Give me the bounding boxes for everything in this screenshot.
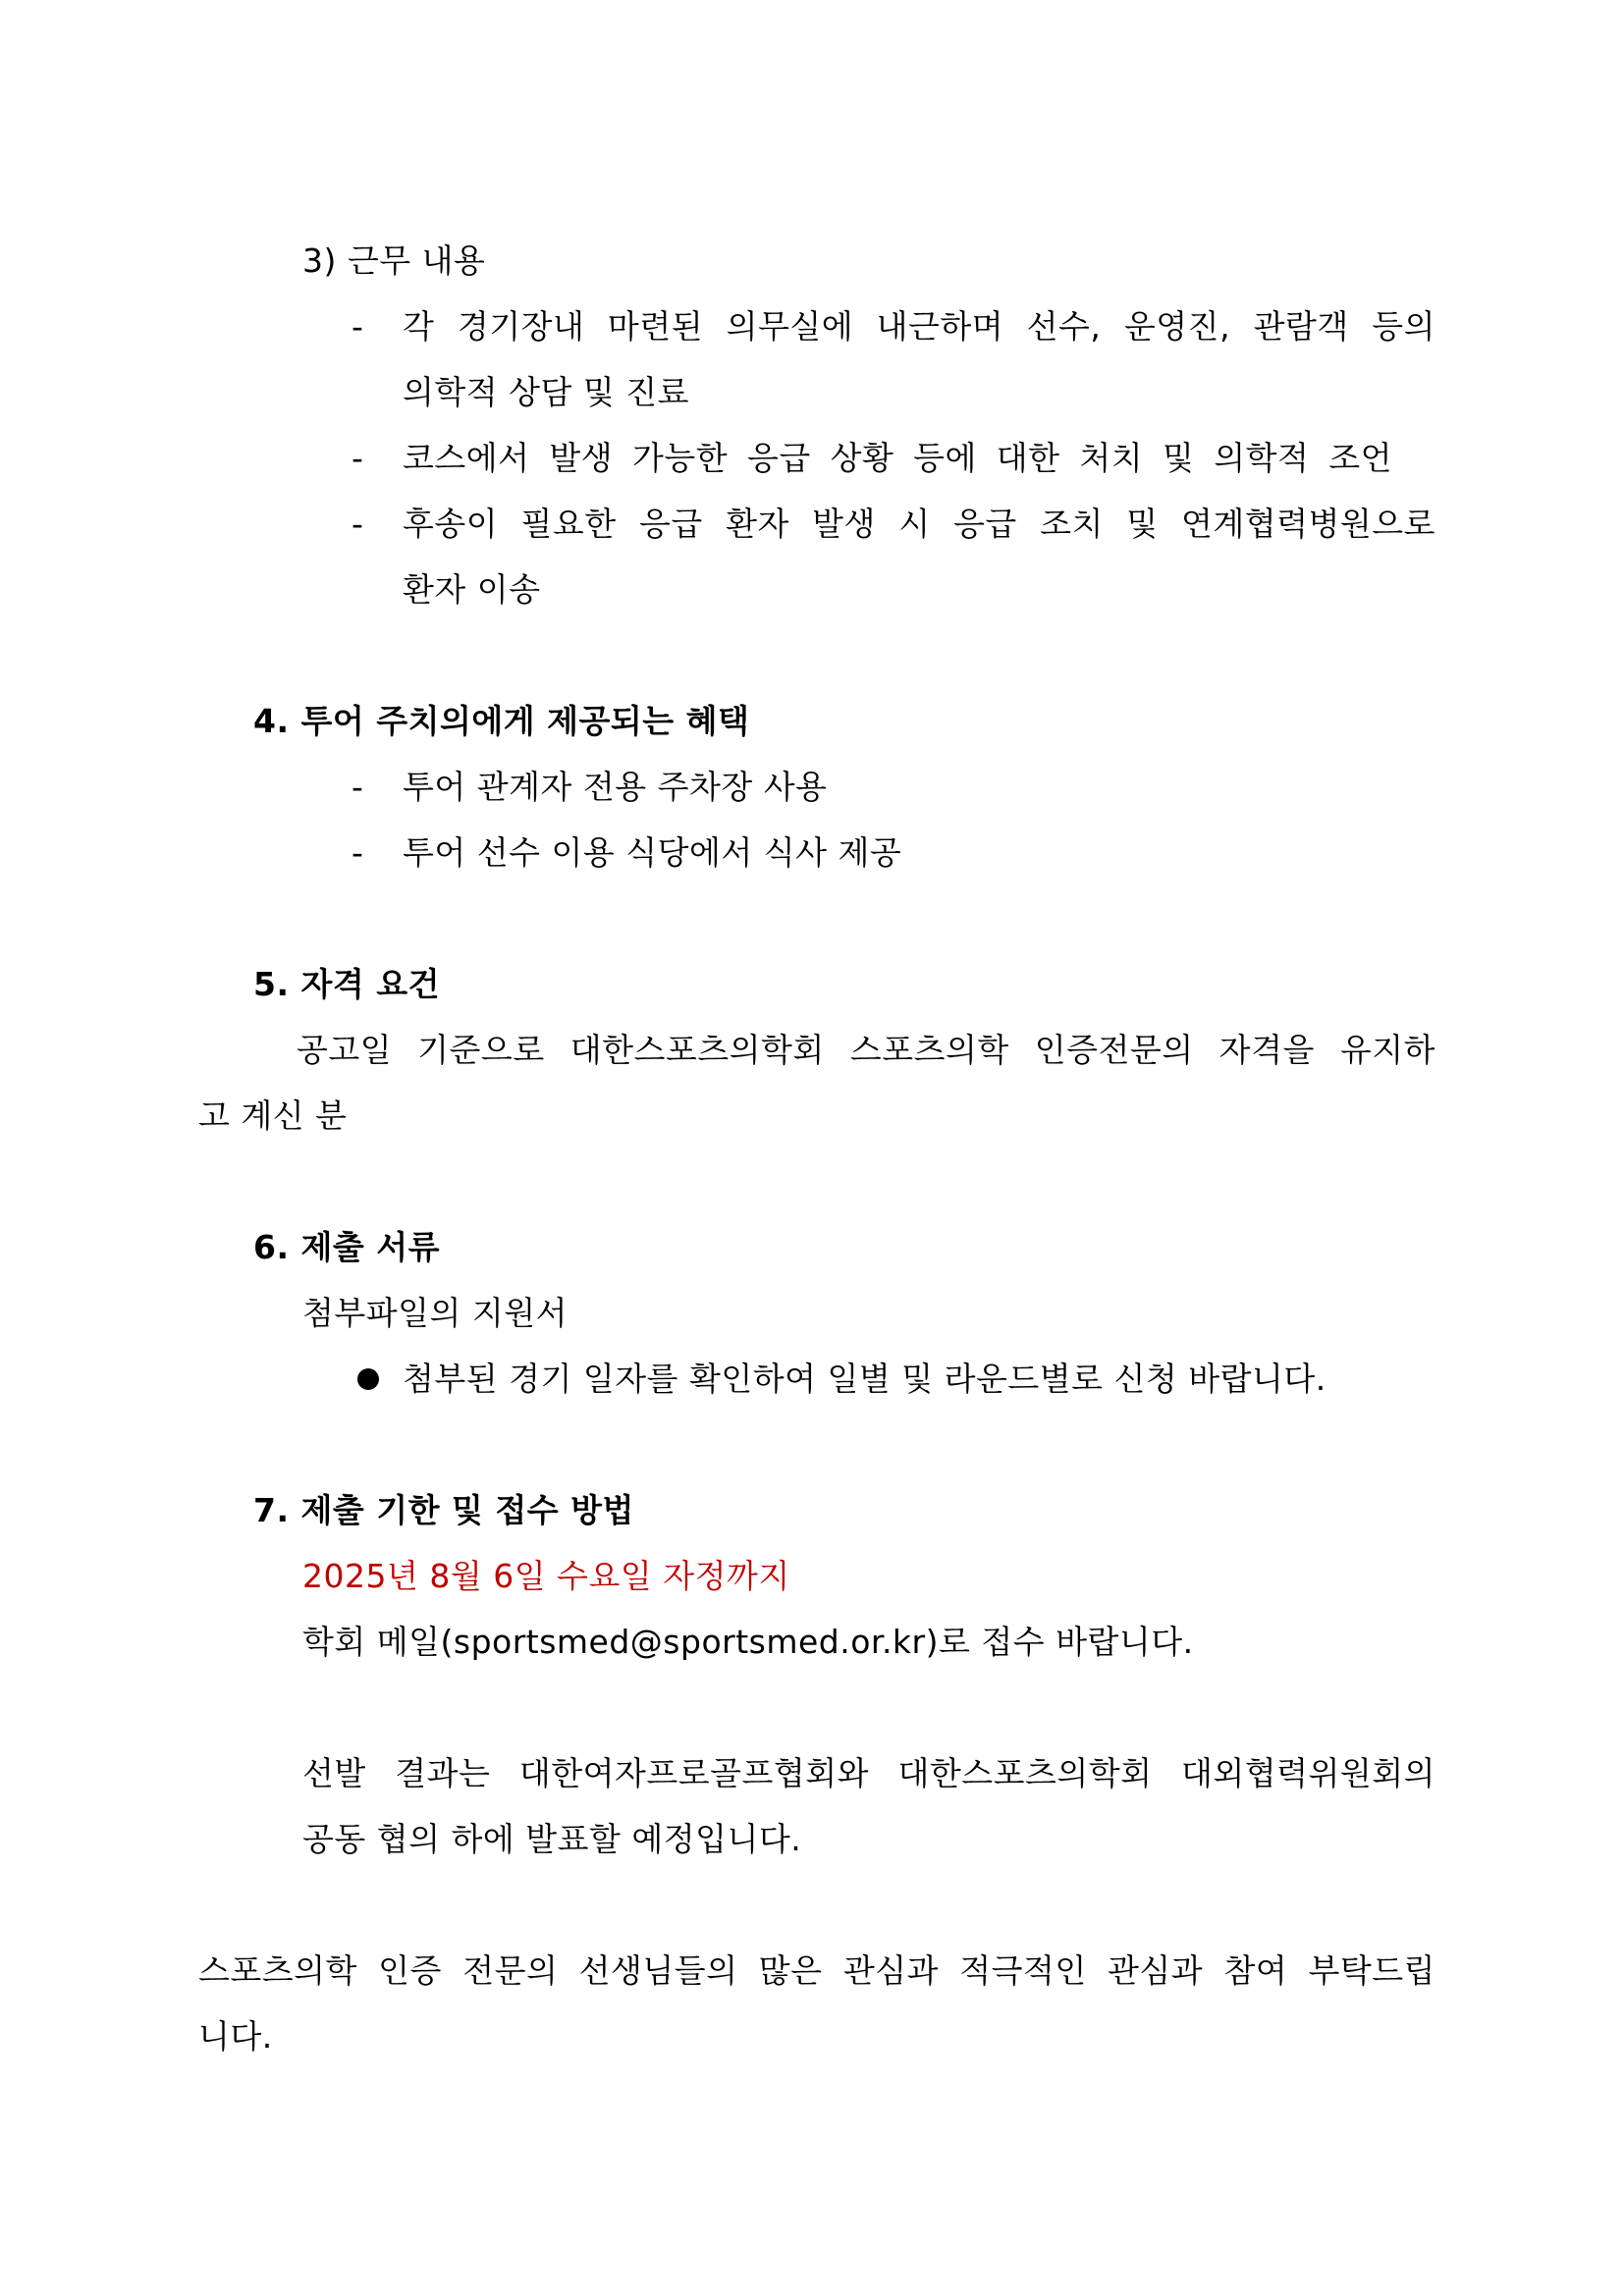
section-3-item-1-cont: 의학적 상담 및 진료 xyxy=(403,373,689,411)
result-announcement-cont: 공동 협의 하에 발표할 예정입니다. xyxy=(302,1820,802,1858)
deadline-text: 2025년 8월 6일 수요일 자정까지 xyxy=(302,1557,790,1595)
result-announcement: 선발 결과는 대한여자프로골프협회와 대한스포츠의학회 대외협력위원회의 xyxy=(302,1754,1435,1792)
dash-marker: - xyxy=(352,307,363,346)
dash-marker: - xyxy=(352,439,363,477)
section-3-item-1: 각 경기장내 마련된 의무실에 내근하며 선수, 운영진, 관람객 등의 xyxy=(403,307,1435,346)
section-5-body-cont: 고 계신 분 xyxy=(198,1096,348,1135)
section-6-title: 6. 제출 서류 xyxy=(253,1228,440,1266)
section-5-body: 공고일 기준으로 대한스포츠의학회 스포츠의학 인증전문의 자격을 유지하 xyxy=(297,1031,1435,1069)
section-3-title: 3) 근무 내용 xyxy=(302,241,486,280)
section-3-item-2: 코스에서 발생 가능한 응급 상황 등에 대한 처치 및 의학적 조언 xyxy=(403,439,1392,477)
section-4-item-2: 투어 선수 이용 식당에서 식사 제공 xyxy=(403,833,902,872)
submission-method: 학회 메일(sportsmed@sportsmed.or.kr)로 접수 바랍니다. xyxy=(302,1623,1194,1661)
section-3-item-3-cont: 환자 이송 xyxy=(403,570,541,609)
section-7-title: 7. 제출 기한 및 접수 방법 xyxy=(253,1491,634,1529)
section-4-item-1: 투어 관계자 전용 주차장 사용 xyxy=(403,768,828,806)
closing-message: 스포츠의학 인증 전문의 선생님들의 많은 관심과 적극적인 관심과 참여 부탁드립 xyxy=(198,1951,1435,1990)
section-4-title: 4. 투어 주치의에게 제공되는 혜택 xyxy=(253,702,750,740)
section-5-title: 5. 자격 요건 xyxy=(253,965,440,1003)
section-6-bullet-item: 첨부된 경기 일자를 확인하여 일별 및 라운드별로 신청 바랍니다. xyxy=(403,1360,1326,1398)
bullet-icon xyxy=(357,1368,379,1390)
dash-marker: - xyxy=(352,833,363,872)
closing-message-cont: 니다. xyxy=(198,2017,273,2056)
dash-marker: - xyxy=(352,768,363,806)
section-3-item-3: 후송이 필요한 응급 환자 발생 시 응급 조치 및 연계협력병원으로 xyxy=(403,505,1435,543)
section-6-body: 첨부파일의 지원서 xyxy=(302,1294,568,1332)
dash-marker: - xyxy=(352,505,363,543)
